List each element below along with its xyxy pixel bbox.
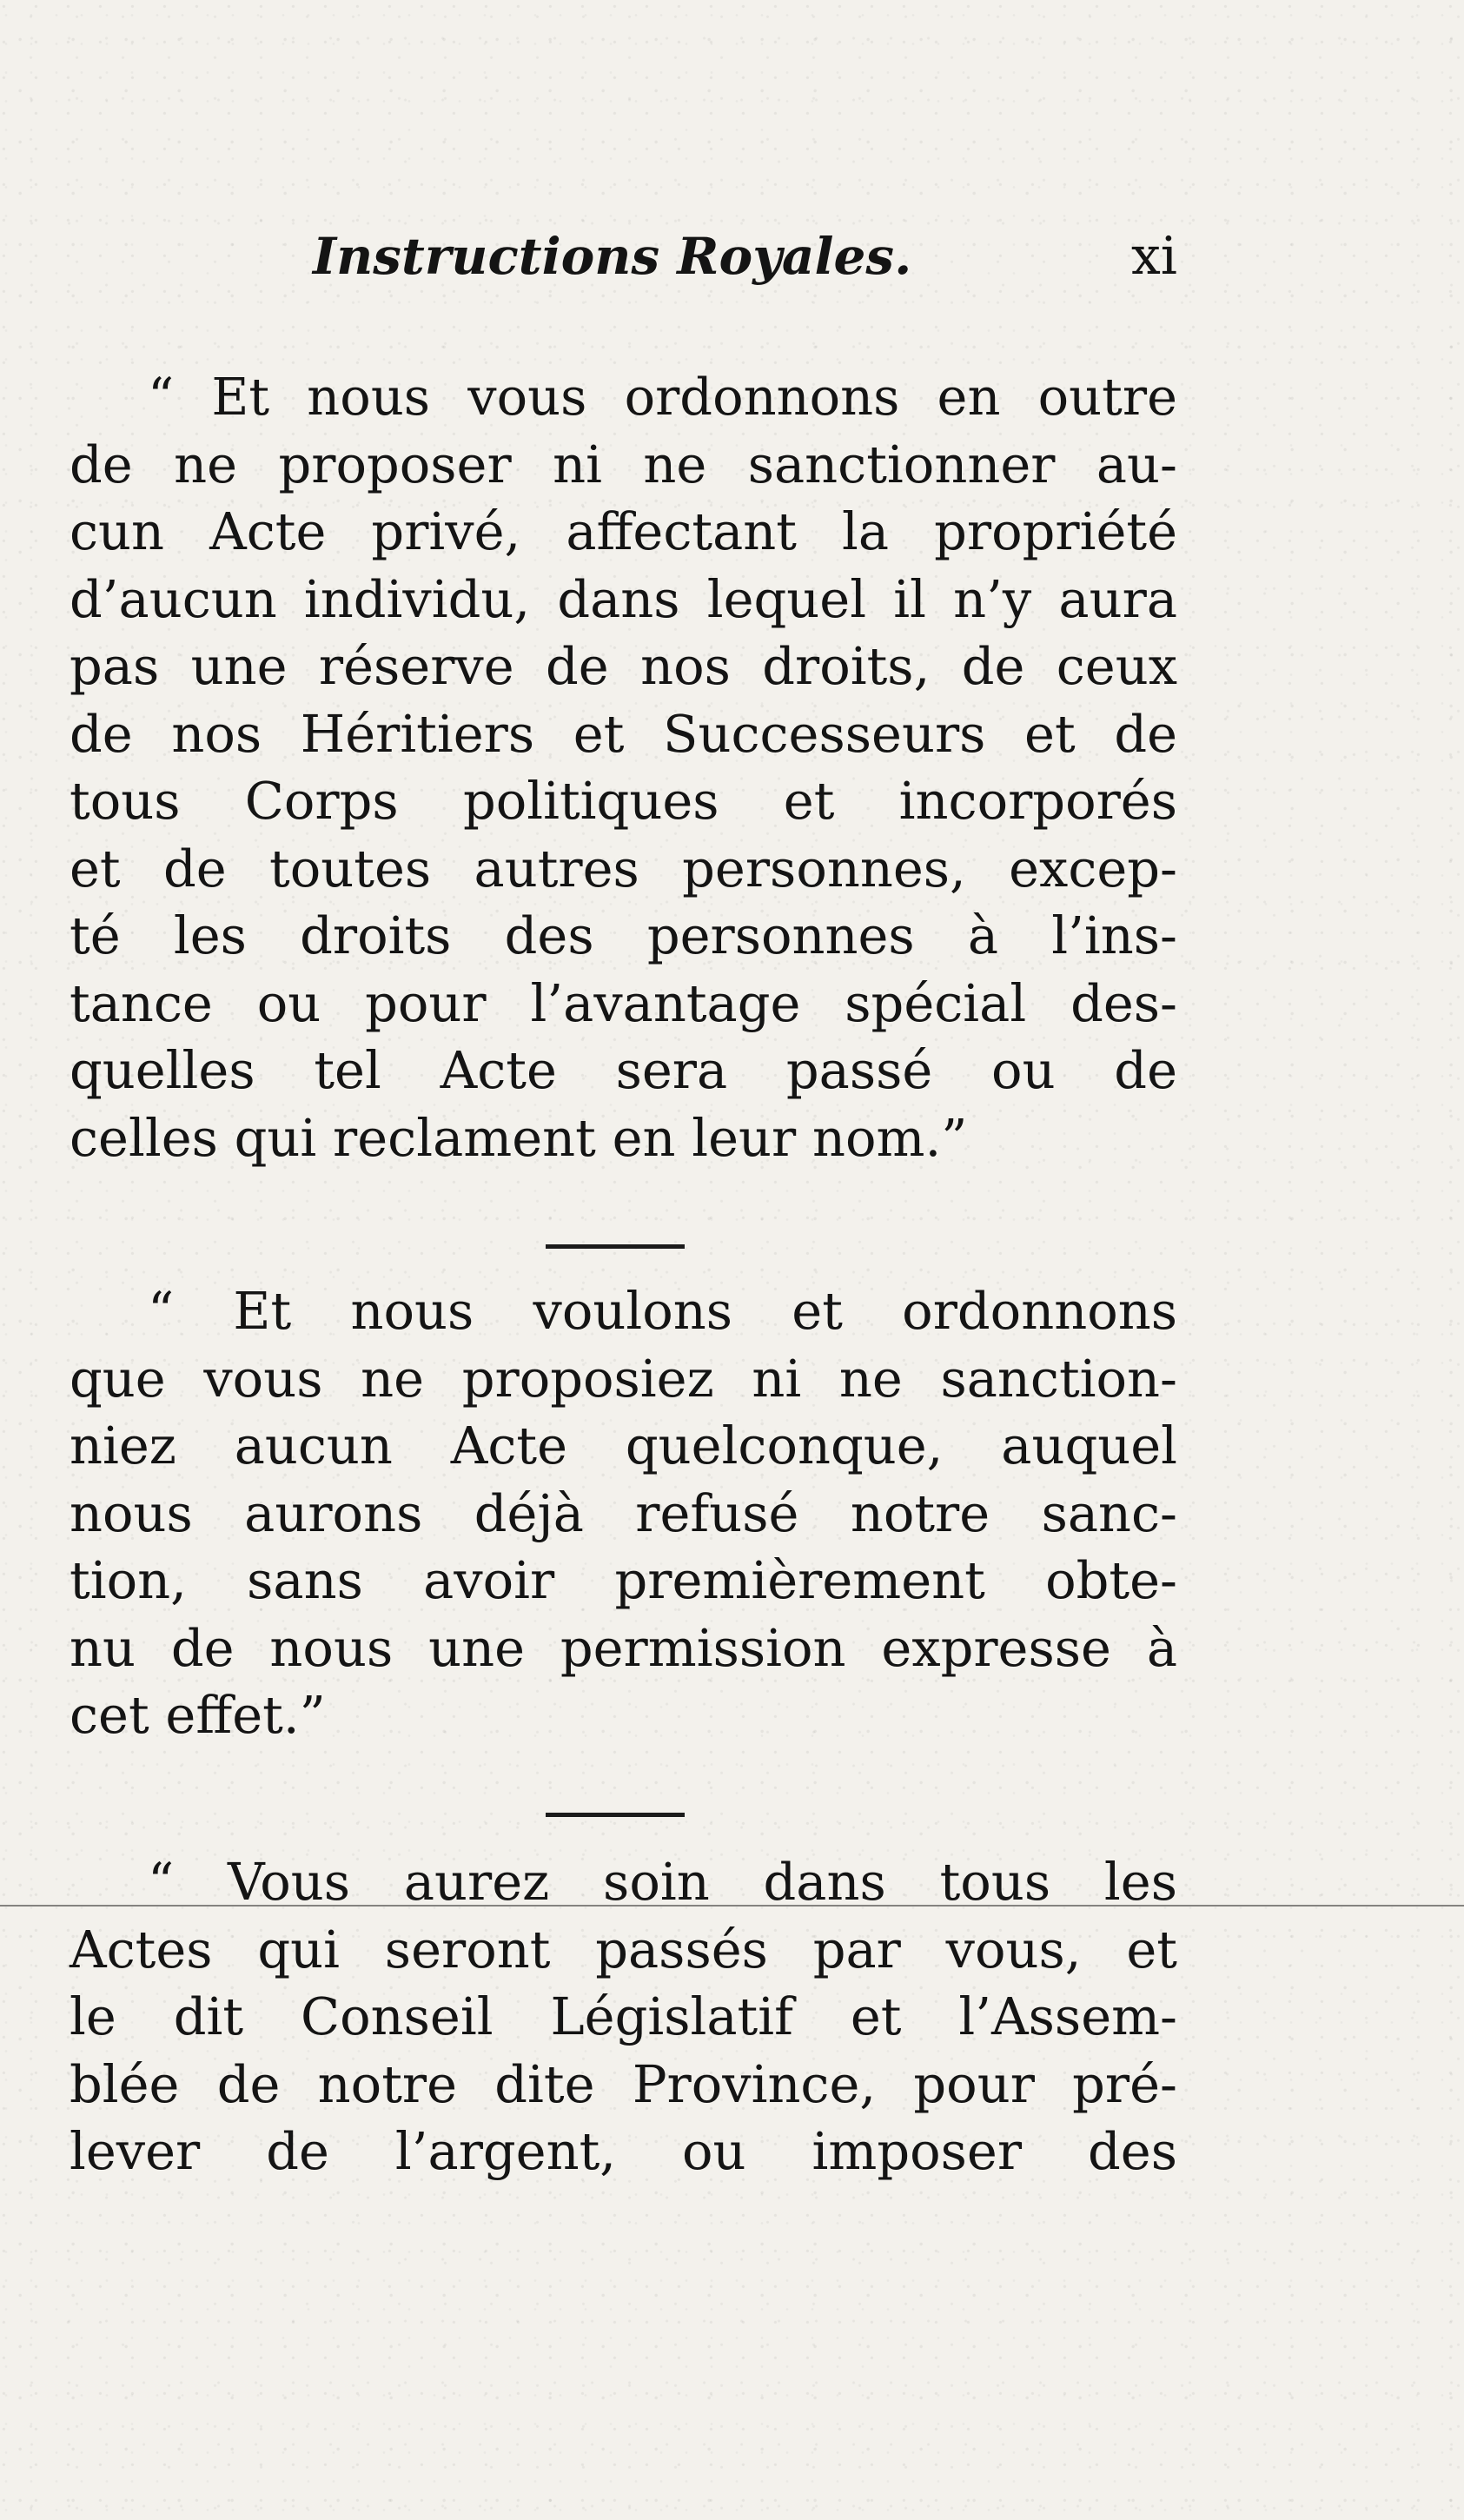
text-line: de nos Héritiers et Successeurs et de (70, 703, 1177, 764)
text-line: blée de notre dite Province, pour pré- (70, 2053, 1177, 2114)
text-line: le dit Conseil Législatif et l’Assem- (70, 1986, 1177, 2046)
running-head (313, 222, 1177, 291)
text-line: que vous ne proposiez ni ne sanction- (70, 1348, 1177, 1409)
text-line: celles qui reclament en leur nom.” (70, 1107, 968, 1168)
paragraph-money-acts (70, 1848, 1177, 2185)
text-line: quelles tel Acte sera passé ou de (70, 1040, 1177, 1100)
page-number: xi (1130, 226, 1177, 287)
paragraph-private-acts (70, 363, 1177, 1171)
paragraph-refused-acts (70, 1277, 1177, 1749)
section-divider (546, 1813, 685, 1817)
text-line: nu de nous une permission expresse à (70, 1617, 1177, 1678)
section-divider (546, 1244, 685, 1249)
text-line: tion, sans avoir premièrement obte- (70, 1550, 1177, 1610)
text-line: “ Vous aurez soin dans tous les (148, 1852, 1177, 1912)
text-line: Actes qui seront passés par vous, et (70, 1919, 1177, 1980)
running-title: Instructions Royales. (313, 227, 912, 286)
text-line: tance ou pour l’avantage spécial des- (70, 972, 1177, 1033)
text-line: “ Et nous vous ordonnons en outre (148, 367, 1177, 427)
text-line: et de toutes autres personnes, excep- (70, 838, 1177, 899)
text-line: d’aucun individu, dans lequel il n’y aura (70, 568, 1177, 629)
text-line: “ Et nous voulons et ordonnons (148, 1281, 1177, 1341)
text-line: tous Corps politiques et incorporés (70, 771, 1177, 831)
text-line: cet effet.” (70, 1685, 326, 1745)
text-line: nous aurons déjà refusé notre sanc- (70, 1482, 1177, 1543)
text-line: de ne proposer ni ne sanctionner au- (70, 434, 1177, 494)
text-line: pas une réserve de nos droits, de ceux (70, 636, 1177, 696)
text-line: té les droits des personnes à l’ins- (70, 905, 1177, 965)
text-line: cun Acte privé, affectant la propriété (70, 501, 1177, 561)
text-line: niez aucun Acte quelconque, auquel (70, 1416, 1177, 1476)
text-line: lever de l’argent, ou imposer des (70, 2121, 1177, 2181)
